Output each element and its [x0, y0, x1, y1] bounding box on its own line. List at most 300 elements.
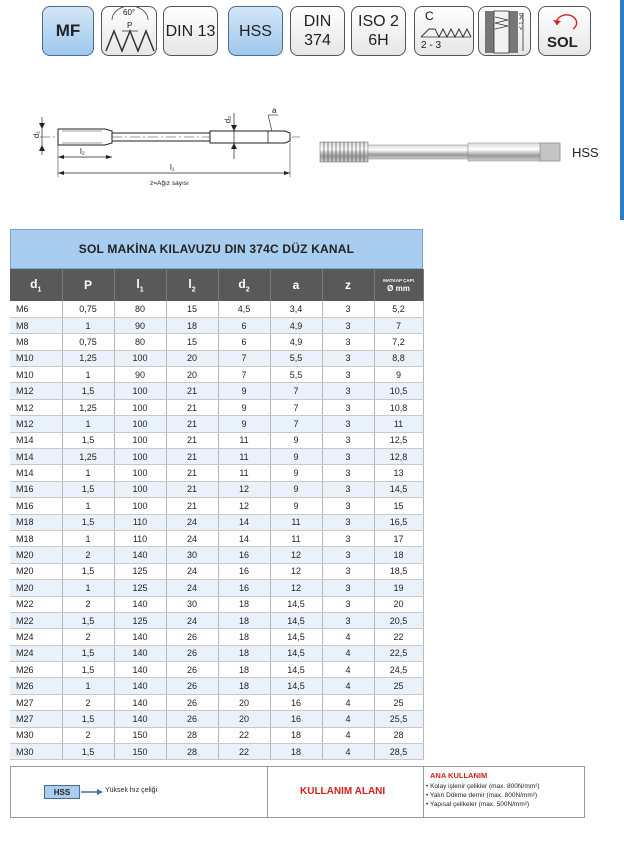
- cell-drill: 14,5: [374, 481, 423, 497]
- cell-z: 3: [322, 432, 374, 448]
- table-row: [10, 580, 423, 596]
- cell-l2: 21: [166, 481, 218, 497]
- decorative-side-bar: [620, 0, 624, 220]
- cell-drill: 18,5: [374, 563, 423, 579]
- cell-z: 3: [322, 465, 374, 481]
- cell-d1: M20: [10, 580, 62, 596]
- cell-a: 18: [270, 744, 322, 760]
- din13-icon: [163, 6, 218, 56]
- cell-l2: 15: [166, 334, 218, 350]
- cell-p: 1,5: [62, 662, 114, 678]
- cell-l1: 80: [114, 334, 166, 350]
- cell-drill: 18: [374, 547, 423, 563]
- cell-l1: 110: [114, 530, 166, 546]
- cell-l2: 26: [166, 694, 218, 710]
- cell-a: 4,9: [270, 317, 322, 333]
- cell-l1: 80: [114, 301, 166, 317]
- cell-l2: 21: [166, 432, 218, 448]
- cell-z: 3: [322, 530, 374, 546]
- cell-drill: 10,8: [374, 399, 423, 415]
- cell-a: 5,5: [270, 367, 322, 383]
- cell-a: 5,5: [270, 350, 322, 366]
- cell-l1: 140: [114, 629, 166, 645]
- cell-p: 1,5: [62, 563, 114, 579]
- cell-d2: 6: [218, 334, 270, 350]
- table-row: [10, 694, 423, 710]
- cell-drill: 15: [374, 498, 423, 514]
- cell-z: 3: [322, 301, 374, 317]
- cell-a: 14,5: [270, 662, 322, 678]
- cell-d2: 18: [218, 645, 270, 661]
- cell-d1: M27: [10, 711, 62, 727]
- cell-l1: 110: [114, 514, 166, 530]
- cell-l2: 20: [166, 350, 218, 366]
- table-row: [10, 383, 423, 399]
- cell-l1: 150: [114, 744, 166, 760]
- cell-p: 1,25: [62, 399, 114, 415]
- cell-d1: M16: [10, 481, 62, 497]
- cell-z: 4: [322, 744, 374, 760]
- cell-a: 12: [270, 580, 322, 596]
- angle-label: 60°: [123, 8, 136, 17]
- cell-drill: 11: [374, 416, 423, 432]
- a-label: a: [272, 106, 277, 115]
- usage-item: • Kolay işlenir çelikler (max. 800N/mm²): [426, 783, 540, 790]
- cell-d2: 7: [218, 367, 270, 383]
- table-row: [10, 547, 423, 563]
- cell-l1: 140: [114, 711, 166, 727]
- cell-a: 14,5: [270, 645, 322, 661]
- cell-l2: 24: [166, 612, 218, 628]
- thread-profile-icon: [101, 6, 157, 56]
- cell-l2: 21: [166, 416, 218, 432]
- cell-z: 3: [322, 596, 374, 612]
- cell-p: 2: [62, 596, 114, 612]
- cell-p: 2: [62, 629, 114, 645]
- table-row: [10, 596, 423, 612]
- cell-l2: 24: [166, 563, 218, 579]
- cell-l2: 26: [166, 662, 218, 678]
- footer-legend: [10, 766, 585, 818]
- cell-d1: M20: [10, 563, 62, 579]
- table-body: [10, 301, 423, 760]
- cell-drill: 28: [374, 727, 423, 743]
- cell-z: 3: [322, 317, 374, 333]
- cell-d2: 18: [218, 662, 270, 678]
- table-row: [10, 563, 423, 579]
- cell-l1: 100: [114, 399, 166, 415]
- cell-drill: 7,2: [374, 334, 423, 350]
- table-row: [10, 416, 423, 432]
- cell-d2: 7: [218, 350, 270, 366]
- hss-legend-desc: Yüksek hız çeliği: [105, 787, 158, 794]
- table-row: [10, 498, 423, 514]
- cell-p: 1,5: [62, 432, 114, 448]
- cell-d1: M26: [10, 678, 62, 694]
- cell-p: 1: [62, 416, 114, 432]
- cell-p: 1,5: [62, 645, 114, 661]
- cell-d2: 9: [218, 383, 270, 399]
- left-hand-icon: [538, 6, 591, 56]
- cell-d1: M6: [10, 301, 62, 317]
- mf-thread-icon: [42, 6, 94, 56]
- drill-header: MATKAP ÇAPI: [383, 278, 414, 283]
- cell-l1: 100: [114, 465, 166, 481]
- cell-drill: 9: [374, 367, 423, 383]
- cell-p: 1,5: [62, 612, 114, 628]
- cell-p: 1,5: [62, 711, 114, 727]
- table-row: [10, 678, 423, 694]
- cell-d2: 6: [218, 317, 270, 333]
- cell-d1: M12: [10, 416, 62, 432]
- sol-label: SOL: [547, 34, 578, 51]
- cell-l2: 21: [166, 498, 218, 514]
- cell-a: 14,5: [270, 678, 322, 694]
- cell-p: 1,5: [62, 481, 114, 497]
- usage-area-cell: [268, 767, 424, 817]
- cell-p: 1,5: [62, 383, 114, 399]
- cell-l2: 20: [166, 367, 218, 383]
- table-row: [10, 367, 423, 383]
- cell-d2: 20: [218, 694, 270, 710]
- table-row: [10, 530, 423, 546]
- table-title: SOL MAKİNA KILAVUZU DIN 374C DÜZ KANAL: [10, 229, 423, 269]
- cell-z: 4: [322, 678, 374, 694]
- cell-l2: 21: [166, 399, 218, 415]
- cell-z: 3: [322, 514, 374, 530]
- table-row: [10, 301, 423, 317]
- cell-z: 3: [322, 416, 374, 432]
- cell-d2: 18: [218, 596, 270, 612]
- iso-tolerance-icon: [351, 6, 406, 56]
- cell-d1: M18: [10, 514, 62, 530]
- cell-p: 1,25: [62, 350, 114, 366]
- cell-a: 16: [270, 694, 322, 710]
- cell-a: 16: [270, 711, 322, 727]
- cell-d1: M14: [10, 449, 62, 465]
- tap-photo: [318, 132, 563, 172]
- cell-d1: M24: [10, 629, 62, 645]
- cell-d2: 11: [218, 449, 270, 465]
- col-l1: $l_1$: [114, 269, 166, 301]
- chamfer-range: 2 - 3: [421, 40, 442, 51]
- cell-z: 3: [322, 612, 374, 628]
- table-row: [10, 662, 423, 678]
- cell-d1: M27: [10, 694, 62, 710]
- cell-l1: 100: [114, 432, 166, 448]
- cell-drill: 20: [374, 596, 423, 612]
- cell-d2: 22: [218, 744, 270, 760]
- din374-line2: 374: [304, 32, 331, 49]
- cell-l2: 26: [166, 711, 218, 727]
- cell-l1: 90: [114, 367, 166, 383]
- cell-drill: 25: [374, 694, 423, 710]
- cell-l2: 26: [166, 645, 218, 661]
- cell-l1: 100: [114, 449, 166, 465]
- tap-spec-table: [10, 229, 423, 760]
- cell-d2: 12: [218, 481, 270, 497]
- cell-d1: M14: [10, 465, 62, 481]
- table-row: [10, 645, 423, 661]
- cell-drill: 25: [374, 678, 423, 694]
- material-legend: [11, 767, 268, 817]
- chamfer-icon: [414, 6, 474, 56]
- cell-z: 3: [322, 498, 374, 514]
- cell-z: 3: [322, 350, 374, 366]
- cell-p: 1: [62, 530, 114, 546]
- usage-item: • Yalın Dökme demir (max. 800N/mm²): [426, 792, 538, 799]
- teeth-caption: z=Ağız sayısı: [150, 180, 189, 187]
- cell-drill: 25,5: [374, 711, 423, 727]
- table-row: [10, 744, 423, 760]
- cell-d1: M8: [10, 317, 62, 333]
- arrow-right-icon: [81, 788, 103, 796]
- shank-dim-label: < 1,5d: [519, 13, 525, 30]
- cell-a: 7: [270, 383, 322, 399]
- l2-label: l₂: [80, 147, 85, 156]
- cell-l2: 26: [166, 678, 218, 694]
- cell-l2: 28: [166, 727, 218, 743]
- usage-head: ANA KULLANIM: [430, 771, 488, 780]
- cell-d2: 9: [218, 399, 270, 415]
- cell-d1: M10: [10, 350, 62, 366]
- cell-z: 3: [322, 547, 374, 563]
- cell-d2: 18: [218, 678, 270, 694]
- cell-l2: 21: [166, 465, 218, 481]
- cell-l1: 140: [114, 645, 166, 661]
- cell-l1: 100: [114, 350, 166, 366]
- table-row: [10, 432, 423, 448]
- cell-d2: 18: [218, 629, 270, 645]
- cell-d1: M14: [10, 432, 62, 448]
- cell-l1: 140: [114, 596, 166, 612]
- cell-p: 1,5: [62, 514, 114, 530]
- cell-drill: 8,8: [374, 350, 423, 366]
- cell-drill: 22: [374, 629, 423, 645]
- cell-p: 1: [62, 317, 114, 333]
- cell-a: 9: [270, 432, 322, 448]
- cell-l2: 15: [166, 301, 218, 317]
- cell-drill: 10,5: [374, 383, 423, 399]
- cell-z: 3: [322, 580, 374, 596]
- cell-drill: 16,5: [374, 514, 423, 530]
- cell-d2: 16: [218, 563, 270, 579]
- col-a: a: [270, 269, 322, 301]
- cell-a: 11: [270, 530, 322, 546]
- usage-item: • Yapısal çelikeler (max. 500N/mm²): [426, 801, 530, 808]
- din374-line1: DIN: [303, 13, 332, 30]
- cell-l1: 90: [114, 317, 166, 333]
- cell-a: 9: [270, 481, 322, 497]
- cell-d1: M24: [10, 645, 62, 661]
- cell-drill: 12,8: [374, 449, 423, 465]
- table-header-row: [10, 269, 423, 301]
- cell-d2: 16: [218, 547, 270, 563]
- cell-drill: 7: [374, 317, 423, 333]
- table-row: [10, 629, 423, 645]
- cell-d2: 20: [218, 711, 270, 727]
- cell-d2: 9: [218, 416, 270, 432]
- cell-d1: M30: [10, 744, 62, 760]
- usage-detail-cell: [424, 767, 584, 817]
- cell-p: 1,25: [62, 449, 114, 465]
- d2-label: d₂: [223, 115, 233, 124]
- cell-a: 12: [270, 547, 322, 563]
- din13-label: DIN 13: [165, 22, 216, 40]
- cell-l2: 21: [166, 449, 218, 465]
- cell-l2: 28: [166, 744, 218, 760]
- cell-z: 4: [322, 662, 374, 678]
- cell-l1: 100: [114, 481, 166, 497]
- cell-l1: 125: [114, 580, 166, 596]
- cell-drill: 24,5: [374, 662, 423, 678]
- cell-d2: 4,5: [218, 301, 270, 317]
- cell-l1: 100: [114, 416, 166, 432]
- cell-l2: 18: [166, 317, 218, 333]
- cell-a: 7: [270, 416, 322, 432]
- usage-list: [426, 782, 584, 809]
- cell-l2: 24: [166, 530, 218, 546]
- table-row: [10, 711, 423, 727]
- mf-label: MF: [55, 21, 81, 40]
- cell-d1: M22: [10, 612, 62, 628]
- cell-drill: 12,5: [374, 432, 423, 448]
- tap-technical-drawing: [10, 95, 310, 195]
- cell-p: 1: [62, 465, 114, 481]
- cell-l2: 21: [166, 383, 218, 399]
- din374-icon: [290, 6, 345, 56]
- cell-drill: 22,5: [374, 645, 423, 661]
- cell-drill: 20,5: [374, 612, 423, 628]
- cell-a: 11: [270, 514, 322, 530]
- drill-unit: Ø mm: [387, 284, 410, 293]
- cell-z: 3: [322, 449, 374, 465]
- cell-z: 3: [322, 481, 374, 497]
- cell-z: 3: [322, 383, 374, 399]
- cell-d1: M20: [10, 547, 62, 563]
- cell-l1: 140: [114, 662, 166, 678]
- cell-d1: M12: [10, 383, 62, 399]
- table-row: [10, 481, 423, 497]
- cell-l1: 140: [114, 694, 166, 710]
- chamfer-letter: C: [425, 9, 434, 23]
- col-p: P: [62, 269, 114, 301]
- cell-l1: 140: [114, 547, 166, 563]
- cell-z: 3: [322, 563, 374, 579]
- cell-z: 3: [322, 334, 374, 350]
- cell-l2: 26: [166, 629, 218, 645]
- iso-line1: ISO 2: [358, 13, 399, 30]
- cell-p: 1: [62, 367, 114, 383]
- cell-a: 9: [270, 465, 322, 481]
- cell-p: 0,75: [62, 301, 114, 317]
- cell-l2: 30: [166, 547, 218, 563]
- cell-drill: 19: [374, 580, 423, 596]
- table-row: [10, 317, 423, 333]
- cell-a: 4,9: [270, 334, 322, 350]
- cell-d2: 22: [218, 727, 270, 743]
- cell-z: 4: [322, 645, 374, 661]
- cell-d1: M22: [10, 596, 62, 612]
- cell-l2: 24: [166, 580, 218, 596]
- l1-label: l₁: [170, 163, 175, 172]
- col-d2: $d_2$: [218, 269, 270, 301]
- cell-drill: 13: [374, 465, 423, 481]
- table-row: [10, 399, 423, 415]
- cell-drill: 17: [374, 530, 423, 546]
- cell-l1: 100: [114, 383, 166, 399]
- cell-d2: 16: [218, 580, 270, 596]
- table-row: [10, 465, 423, 481]
- cell-p: 1: [62, 498, 114, 514]
- cell-d2: 11: [218, 465, 270, 481]
- hss-icon: [228, 6, 283, 56]
- cell-p: 2: [62, 547, 114, 563]
- cell-d1: M12: [10, 399, 62, 415]
- cell-d1: M16: [10, 498, 62, 514]
- cell-d2: 12: [218, 498, 270, 514]
- cell-l1: 125: [114, 612, 166, 628]
- cell-z: 3: [322, 399, 374, 415]
- cell-d2: 14: [218, 514, 270, 530]
- cell-l2: 24: [166, 514, 218, 530]
- col-l2: $l_2$: [166, 269, 218, 301]
- cell-l1: 150: [114, 727, 166, 743]
- cell-d1: M18: [10, 530, 62, 546]
- cell-z: 3: [322, 367, 374, 383]
- table-row: [10, 612, 423, 628]
- table-row: [10, 350, 423, 366]
- cell-z: 4: [322, 694, 374, 710]
- cell-p: 2: [62, 694, 114, 710]
- cell-p: 1: [62, 678, 114, 694]
- cell-a: 14,5: [270, 629, 322, 645]
- table-row: [10, 514, 423, 530]
- col-drill: [374, 269, 423, 301]
- cell-a: 7: [270, 399, 322, 415]
- shank-bore-icon: [478, 6, 531, 56]
- cell-z: 4: [322, 727, 374, 743]
- cell-drill: 28,5: [374, 744, 423, 760]
- cell-a: 9: [270, 449, 322, 465]
- cell-a: 12: [270, 563, 322, 579]
- table-row: [10, 727, 423, 743]
- cell-l2: 30: [166, 596, 218, 612]
- cell-p: 1,5: [62, 744, 114, 760]
- cell-d1: M30: [10, 727, 62, 743]
- cell-d2: 18: [218, 612, 270, 628]
- cell-a: 3,4: [270, 301, 322, 317]
- cell-a: 18: [270, 727, 322, 743]
- cell-l1: 100: [114, 498, 166, 514]
- cell-d2: 14: [218, 530, 270, 546]
- cell-a: 14,5: [270, 612, 322, 628]
- photo-hss-label: HSS: [572, 145, 599, 160]
- cell-l1: 140: [114, 678, 166, 694]
- cell-z: 4: [322, 629, 374, 645]
- cell-p: 2: [62, 727, 114, 743]
- table-row: [10, 334, 423, 350]
- hss-icon-label: HSS: [239, 22, 272, 40]
- cell-drill: 5,2: [374, 301, 423, 317]
- cell-p: 1: [62, 580, 114, 596]
- cell-a: 9: [270, 498, 322, 514]
- d1-label: d₁: [32, 130, 42, 139]
- iso-line2: 6H: [368, 32, 389, 49]
- cell-z: 4: [322, 711, 374, 727]
- cell-p: 0,75: [62, 334, 114, 350]
- cell-a: 14,5: [270, 596, 322, 612]
